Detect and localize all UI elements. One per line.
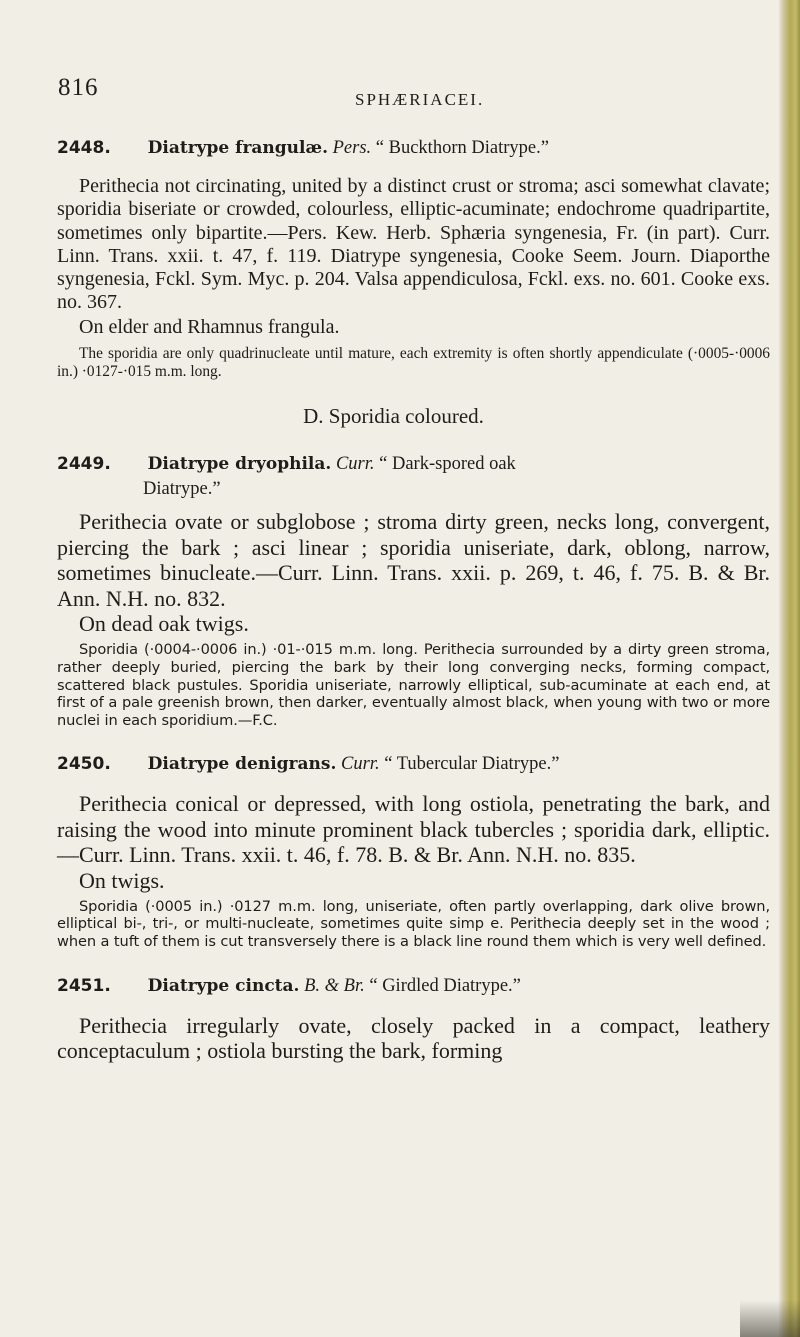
- entry-description: Perithecia not circinating, united by a distinct crust or stroma; asci somewhat clavate; sporidia biseriate or crowded, colourless, elliptic-acuminate; endochrome quadripartite, sometimes only bipartite.—Pers. Kew. Herb. Sphæria syngenesia, Fr. (in part). Curr. Linn. Trans. xxii. t. 47, f. 119. Diatrype syngenesia, Cooke Seem. Journ. Diaporthe syngenesia, Fckl. Sym. Myc. p. 204. Valsa appendiculosa, Fckl. exs. no. 601. Cooke exs. no. 367.: [57, 175, 770, 314]
- species-authority: Curr.: [341, 754, 380, 775]
- page-edge-shadow: [778, 0, 800, 1337]
- page-number: 816: [58, 74, 99, 101]
- species-name: Diatrype cincta.: [147, 975, 300, 996]
- entry-heading: [57, 135, 770, 161]
- entry-note: Sporidia (·0005 in.) ·0127 m.m. long, uniseriate, often partly overlapping, dark olive brown, elliptical bi-, tri-, or multi-nucleate, sometimes quite simp e. Perithecia deeply set in the wood ; when a tuft of them is cut transversely there is a black line round them which is very well defined.: [57, 897, 770, 951]
- entry-2451: [57, 973, 770, 1064]
- section-heading: D. Sporidia coloured.: [303, 404, 484, 429]
- entry-heading: [57, 973, 770, 999]
- entry-description: Perithecia ovate or subglobose ; stroma dirty green, necks long, convergent, piercing the bark ; asci linear ; sporidia uniseriate, dark, oblong, narrow, sometimes binucleate.—Curr. Linn. Trans. xxii. p. 269, t. 46, f. 75. B. & Br. Ann. N.H. no. 832.: [57, 509, 770, 611]
- entry-heading: [57, 751, 770, 777]
- common-name: “ Tubercular Diatrype.”: [384, 754, 560, 775]
- entry-2450: [57, 751, 770, 950]
- entry-habitat: On dead oak twigs.: [79, 611, 249, 637]
- species-authority: B. & Br.: [304, 975, 365, 996]
- common-name-continued: Diatrype.”: [143, 479, 221, 500]
- species-name: Diatrype frangulæ.: [147, 138, 328, 158]
- species-authority: Curr.: [335, 454, 375, 475]
- entry-number: 2450.: [57, 754, 111, 775]
- entry-description: Perithecia conical or depressed, with long ostiola, penetrating the bark, and raising the wood into minute prominent black tubercles ; sporidia dark, elliptic.—Curr. Linn. Trans. xxii. t. 46, f. 78. B. & Br. Ann. N.H. no. 835.: [57, 791, 770, 868]
- entry-heading: [57, 451, 770, 477]
- entry-description: Perithecia irregularly ovate, closely packed in a compact, leathery conceptaculum ; ostiola bursting the bark, forming: [57, 1012, 770, 1064]
- page-content: [57, 135, 770, 1064]
- entry-2449: [57, 451, 770, 729]
- common-name: “ Buckthorn Diatrype.”: [375, 138, 549, 158]
- entry-habitat: On elder and Rhamnus frangula.: [79, 315, 340, 338]
- entry-number: 2448.: [57, 138, 111, 158]
- entry-note: The sporidia are only quadrinucleate until mature, each extremity is often shortly appendiculate (·0005-·0006 in.) ·0127-·015 m.m. long.: [57, 344, 770, 381]
- species-name: Diatrype dryophila.: [147, 454, 332, 475]
- common-name: “ Girdled Diatrype.”: [369, 975, 521, 996]
- entry-number: 2451.: [57, 975, 111, 996]
- entry-number: 2449.: [57, 454, 111, 475]
- entry-2448: [57, 135, 770, 381]
- species-name: Diatrype denigrans.: [147, 754, 337, 775]
- common-name: “ Dark-spored oak: [379, 454, 516, 475]
- species-authority: Pers.: [332, 138, 372, 158]
- entry-habitat: On twigs.: [79, 867, 165, 893]
- running-head: SPHÆRIACEI.: [355, 90, 485, 109]
- entry-note: Sporidia (·0004-·0006 in.) ·01-·015 m.m. long. Perithecia surrounded by a dirty green stroma, rather deeply buried, piercing the bark by their long converging necks, forming compact, scattered black pustules. Sporidia uniseriate, narrowly elliptical, sub-acuminate at each end, at first of a pale greenish brown, then darker, eventually almost black, when young with two or more nuclei in each sporidium.—F.C.: [57, 641, 770, 729]
- page-corner-shadow: [740, 1300, 800, 1337]
